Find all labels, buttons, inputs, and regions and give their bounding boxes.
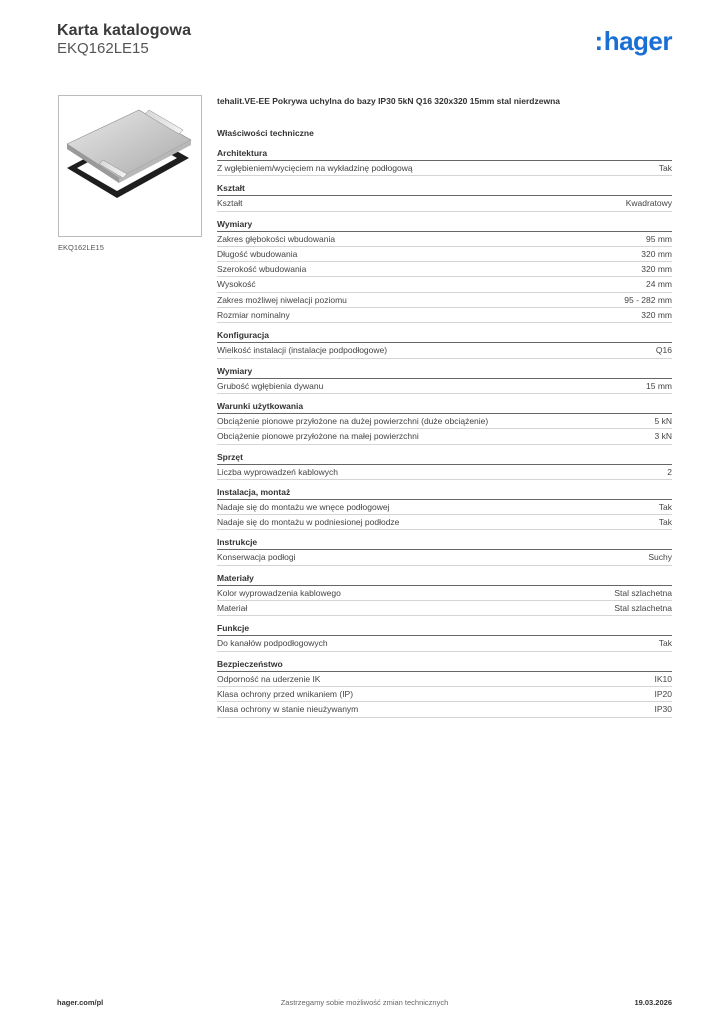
property-label: Do kanałów podpodłogowych bbox=[217, 638, 328, 649]
property-row bbox=[217, 687, 672, 702]
property-group bbox=[217, 401, 672, 445]
property-value: 24 mm bbox=[646, 279, 672, 290]
property-label: Kształt bbox=[217, 198, 243, 209]
properties-list bbox=[217, 148, 672, 718]
property-value: 95 - 282 mm bbox=[624, 294, 672, 305]
property-group bbox=[217, 148, 672, 176]
property-value: 15 mm bbox=[646, 380, 672, 391]
section-heading: Właściwości techniczne bbox=[217, 128, 314, 138]
group-title: Wymiary bbox=[217, 366, 672, 379]
property-row bbox=[217, 429, 672, 444]
property-row bbox=[217, 414, 672, 429]
group-title: Sprzęt bbox=[217, 452, 672, 465]
property-value: 320 mm bbox=[641, 264, 672, 275]
hager-logo: :hager bbox=[594, 26, 672, 56]
property-value: Tak bbox=[658, 638, 672, 649]
product-code: EKQ162LE15 bbox=[57, 40, 149, 57]
property-label: Konserwacja podłogi bbox=[217, 552, 296, 563]
property-value: Stal szlachetna bbox=[614, 603, 672, 614]
group-title: Materiały bbox=[217, 573, 672, 586]
property-value: Stal szlachetna bbox=[614, 587, 672, 598]
floor-cover-illustration bbox=[59, 96, 201, 236]
property-row bbox=[217, 702, 672, 717]
property-label: Materiał bbox=[217, 603, 248, 614]
property-row bbox=[217, 196, 672, 211]
property-label: Kolor wyprowadzenia kablowego bbox=[217, 587, 341, 598]
property-group bbox=[217, 219, 672, 324]
property-row bbox=[217, 343, 672, 358]
logo-text: hager bbox=[603, 26, 672, 56]
property-row bbox=[217, 636, 672, 651]
property-value: Q16 bbox=[655, 345, 672, 356]
property-group bbox=[217, 487, 672, 531]
property-label: Obciążenie pionowe przyłożone na dużej powierzchni (duże obciążenie) bbox=[217, 415, 489, 426]
property-label: Nadaje się do montażu w podniesionej podłodze bbox=[217, 517, 400, 528]
property-label: Rozmiar nominalny bbox=[217, 310, 290, 321]
property-group bbox=[217, 330, 672, 358]
property-value: 320 mm bbox=[641, 310, 672, 321]
property-row bbox=[217, 550, 672, 565]
property-label: Długość wbudowania bbox=[217, 248, 298, 259]
property-value: Suchy bbox=[648, 552, 672, 563]
property-value: Tak bbox=[658, 517, 672, 528]
group-title: Kształt bbox=[217, 183, 672, 196]
content-area bbox=[217, 96, 672, 725]
property-value: Tak bbox=[658, 501, 672, 512]
property-row bbox=[217, 277, 672, 292]
property-value: Tak bbox=[658, 163, 672, 173]
property-label: Obciążenie pionowe przyłożone na małej powierzchni bbox=[217, 431, 419, 442]
property-row bbox=[217, 293, 672, 308]
group-title: Wymiary bbox=[217, 219, 672, 232]
property-label: Odporność na uderzenie IK bbox=[217, 673, 321, 684]
property-value: 95 mm bbox=[646, 233, 672, 244]
property-row bbox=[217, 232, 672, 247]
property-group bbox=[217, 366, 672, 394]
property-label: Nadaje się do montażu we wnęce podłogowej bbox=[217, 501, 390, 512]
group-title: Funkcje bbox=[217, 623, 672, 636]
property-row bbox=[217, 262, 672, 277]
property-label: Klasa ochrony przed wnikaniem (IP) bbox=[217, 688, 354, 699]
property-group bbox=[217, 623, 672, 651]
property-value: IP20 bbox=[654, 688, 672, 699]
property-value: Kwadratowy bbox=[625, 198, 672, 209]
property-group bbox=[217, 573, 672, 617]
property-group bbox=[217, 537, 672, 565]
footer-website[interactable]: hager.com/pl bbox=[57, 998, 104, 1007]
group-title: Konfiguracja bbox=[217, 330, 672, 343]
product-title: tehalit.VE-EE Pokrywa uchylna do bazy IP30 5kN Q16 320x320 15mm stal nierdzewna bbox=[217, 96, 560, 106]
property-label: Grubość wgłębienia dywanu bbox=[217, 380, 324, 391]
image-caption: EKQ162LE15 bbox=[58, 243, 104, 252]
property-value: 2 bbox=[667, 466, 672, 477]
property-group bbox=[217, 659, 672, 718]
group-title: Instalacja, montaż bbox=[217, 487, 672, 500]
document-title: Karta katalogowa bbox=[57, 22, 192, 39]
group-title: Architektura bbox=[217, 148, 672, 161]
property-label: Wysokość bbox=[217, 279, 256, 290]
property-row bbox=[217, 465, 672, 480]
property-label: Klasa ochrony w stanie nieużywanym bbox=[217, 704, 359, 715]
property-row bbox=[217, 586, 672, 601]
property-label: Liczba wyprowadzeń kablowych bbox=[217, 466, 338, 477]
property-row bbox=[217, 379, 672, 394]
property-row bbox=[217, 515, 672, 530]
property-row bbox=[217, 500, 672, 515]
property-row bbox=[217, 247, 672, 262]
property-value: IP30 bbox=[654, 704, 672, 715]
group-title: Instrukcje bbox=[217, 537, 672, 550]
property-value: IK10 bbox=[654, 673, 672, 684]
property-row bbox=[217, 672, 672, 687]
property-label: Zakres głębokości wbudowania bbox=[217, 233, 336, 244]
property-row bbox=[217, 308, 672, 323]
group-title: Warunki użytkowania bbox=[217, 401, 672, 414]
footer-notice: Zastrzegamy sobie możliwość zmian technicznych bbox=[280, 998, 449, 1007]
property-value: 5 kN bbox=[654, 415, 672, 426]
property-row bbox=[217, 601, 672, 616]
property-value: 320 mm bbox=[641, 248, 672, 259]
product-image bbox=[58, 95, 202, 237]
footer-date: 19.03.2026 bbox=[634, 998, 672, 1007]
group-title: Bezpieczeństwo bbox=[217, 659, 672, 672]
property-group bbox=[217, 183, 672, 211]
property-label: Zakres możliwej niwelacji poziomu bbox=[217, 294, 347, 305]
property-label: Wielkość instalacji (instalacje podpodłogowe) bbox=[217, 345, 388, 356]
property-label: Szerokość wbudowania bbox=[217, 264, 307, 275]
property-label: Z wgłębieniem/wycięciem na wykładzinę podłogową bbox=[217, 163, 413, 173]
property-value: 3 kN bbox=[654, 431, 672, 442]
property-row bbox=[217, 161, 672, 176]
property-group bbox=[217, 452, 672, 480]
